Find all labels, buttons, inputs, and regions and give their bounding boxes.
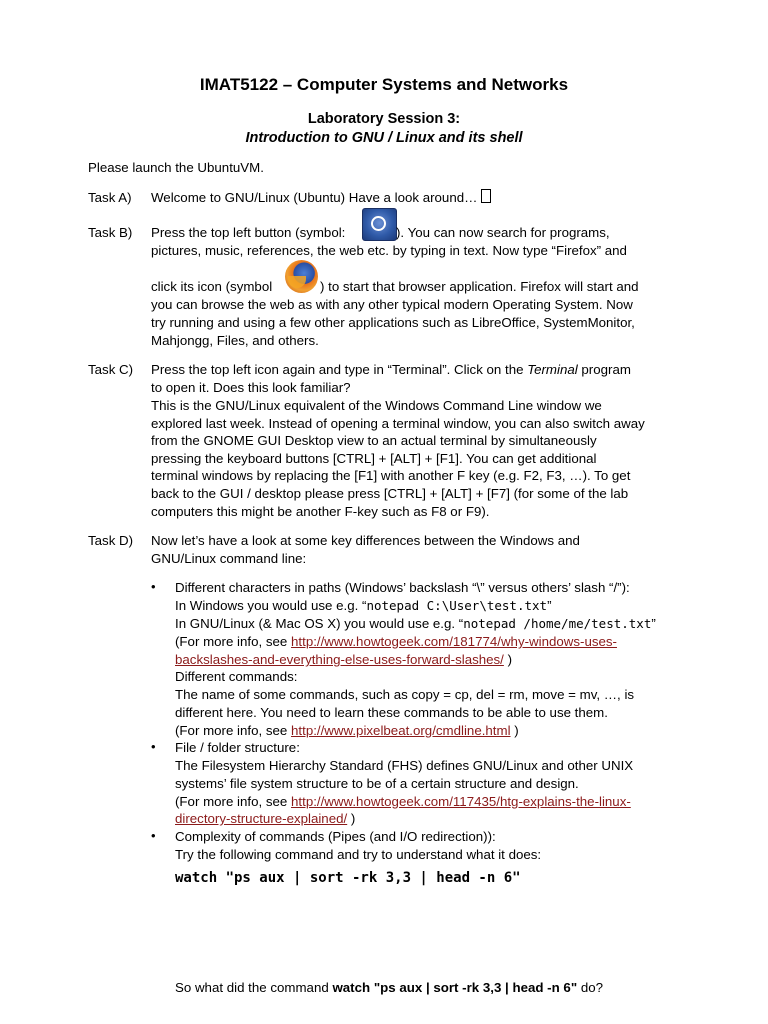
task-b-line-3a: click its icon (symbol [151, 279, 273, 294]
linux-path-example: notepad /home/me/test.txt [463, 616, 652, 631]
bullet-2-line-5b: ) [347, 811, 356, 826]
task-d-line-2: GNU/Linux command line: [151, 551, 307, 566]
task-c-line-7: terminal windows by replacing the [F1] with another F key (e.g. F2, F3, …). To get [151, 468, 631, 483]
bullet-2-line-3: systems’ file system structure to be of a certain structure and design. [175, 776, 579, 791]
task-c-line-8: back to the GUI / desktop please press [CTRL] + [ALT] + [F7] (for some of the lab [151, 486, 629, 501]
bullet-3-line-1: Complexity of commands (Pipes (and I/O redirection)): [175, 829, 496, 844]
command-example: watch "ps aux | sort -rk 3,3 | head -n 6" [175, 870, 521, 886]
task-c-line-4: explored last week. Instead of opening a terminal window, you can also switch away [151, 416, 645, 431]
subtitle-line-2: Introduction to GNU / Linux and its shell [245, 130, 523, 146]
task-c-line-9: computers this might be another F-key such as F8 or F9). [151, 504, 490, 519]
bullet-1-line-9a: (For more info, see [175, 723, 292, 738]
document-subtitle [0, 110, 768, 148]
task-c-line-3: This is the GNU/Linux equivalent of the Windows Command Line window we [151, 398, 602, 413]
bullet-1-line-4 [175, 633, 617, 651]
firefox-icon [285, 260, 318, 293]
pixelbeat-link[interactable]: http://www.pixelbeat.org/cmdline.html [291, 723, 511, 738]
bullet-2-line-2: The Filesystem Hierarchy Standard (FHS) defines GNU/Linux and other UNIX [175, 758, 634, 773]
task-c-line-1b: program [577, 362, 631, 377]
howtogeek-fhs-link[interactable]: http://www.howtogeek.com/117435/htg-explains-the-linux- [291, 794, 631, 809]
task-c-line-1-italic: Terminal [527, 362, 578, 377]
bullet-3: • [151, 828, 156, 843]
task-a-label: Task A) [88, 190, 132, 205]
task-c-line-2: to open it. Does this look familiar? [151, 380, 351, 395]
howtogeek-backslash-link[interactable]: http://www.howtogeek.com/181774/why-windows-uses- [291, 634, 617, 649]
bullet-1: • [151, 579, 156, 594]
task-b-label: Task B) [88, 225, 133, 240]
task-c-line-5: from the GNOME GUI Desktop view to an actual terminal by simultaneously [151, 433, 597, 448]
question-text-a: So what did the command [175, 980, 333, 995]
task-c-line-1a: Press the top left icon again and type in “Terminal”. Click on the [151, 362, 528, 377]
task-b-line-1b: ). You can now search for programs, [396, 225, 610, 240]
bullet-1-line-1: Different characters in paths (Windows’ backslash “\” versus others’ slash “/”): [175, 580, 630, 595]
task-c-line-6: pressing the keyboard buttons [CTRL] + [ALT] + [F1]. You can get additional [151, 451, 597, 466]
task-b-line-2: pictures, music, references, the web etc. by typing in text. Now type “Firefox” and [151, 243, 627, 258]
missing-glyph-icon [481, 189, 491, 203]
question-command: watch "ps aux | sort -rk 3,3 | head -n 6" [332, 980, 578, 995]
task-b-line-4: you can browse the web as with any other typical modern Operating System. Now [151, 297, 633, 312]
bullet-1-line-2a: In Windows you would use e.g. “ [175, 598, 367, 613]
howtogeek-fhs-link-cont[interactable]: directory-structure-explained/ [175, 811, 348, 826]
bullet-2-line-4a: (For more info, see [175, 794, 292, 809]
intro-text: Please launch the UbuntuVM. [88, 160, 264, 175]
howtogeek-backslash-link-cont[interactable]: backslashes-and-everything-else-uses-forward-slashes/ [175, 652, 504, 667]
bullet-1-line-5b: ) [503, 652, 512, 667]
question-text [175, 980, 603, 995]
task-b-line-5: try running and using a few other applications such as LibreOffice, SystemMonitor, [151, 315, 635, 330]
bullet-2-line-5 [175, 810, 355, 828]
bullet-1-line-2b: ” [547, 598, 552, 613]
task-b-line-1a: Press the top left button (symbol: [151, 225, 346, 240]
bullet-1-line-3 [175, 615, 656, 633]
document-title: IMAT5122 – Computer Systems and Networks [199, 75, 569, 94]
task-b-line-3b: ) to start that browser application. Firefox will start and [320, 279, 639, 294]
task-c-label: Task C) [88, 362, 134, 377]
bullet-2-line-4 [175, 793, 631, 811]
bullet-1-line-4a: (For more info, see [175, 634, 292, 649]
bullet-1-line-7: The name of some commands, such as copy = cp, del = rm, move = mv, …, is [175, 687, 635, 702]
bullet-1-line-5 [175, 651, 512, 669]
bullet-1-line-9 [175, 722, 519, 740]
task-a-text-content: Welcome to GNU/Linux (Ubuntu) Have a look around… [151, 190, 478, 205]
bullet-2-line-1: File / folder structure: [175, 740, 300, 755]
bullet-1-line-8: different here. You need to learn these commands to be able to use them. [175, 705, 608, 720]
task-c-line-1 [151, 361, 631, 379]
bullet-3-line-2: Try the following command and try to understand what it does: [175, 847, 542, 862]
task-a-text [151, 189, 491, 207]
windows-path-example: notepad C:\User\test.txt [366, 598, 548, 613]
bullet-1-line-9b: ) [510, 723, 519, 738]
task-d-line-1: Now let’s have a look at some key differences between the Windows and [151, 533, 580, 548]
task-b-line-6: Mahjongg, Files, and others. [151, 333, 319, 348]
subtitle-line-1: Laboratory Session 3: [307, 111, 461, 127]
ubuntu-dash-icon [362, 208, 397, 241]
question-text-b: do? [577, 980, 604, 995]
bullet-1-line-6: Different commands: [175, 669, 298, 684]
bullet-2: • [151, 739, 156, 754]
bullet-1-line-3a: In GNU/Linux (& Mac OS X) you would use e.g. “ [175, 616, 464, 631]
bullet-1-line-2 [175, 597, 552, 615]
task-d-label: Task D) [88, 533, 134, 548]
bullet-1-line-3b: ” [651, 616, 656, 631]
